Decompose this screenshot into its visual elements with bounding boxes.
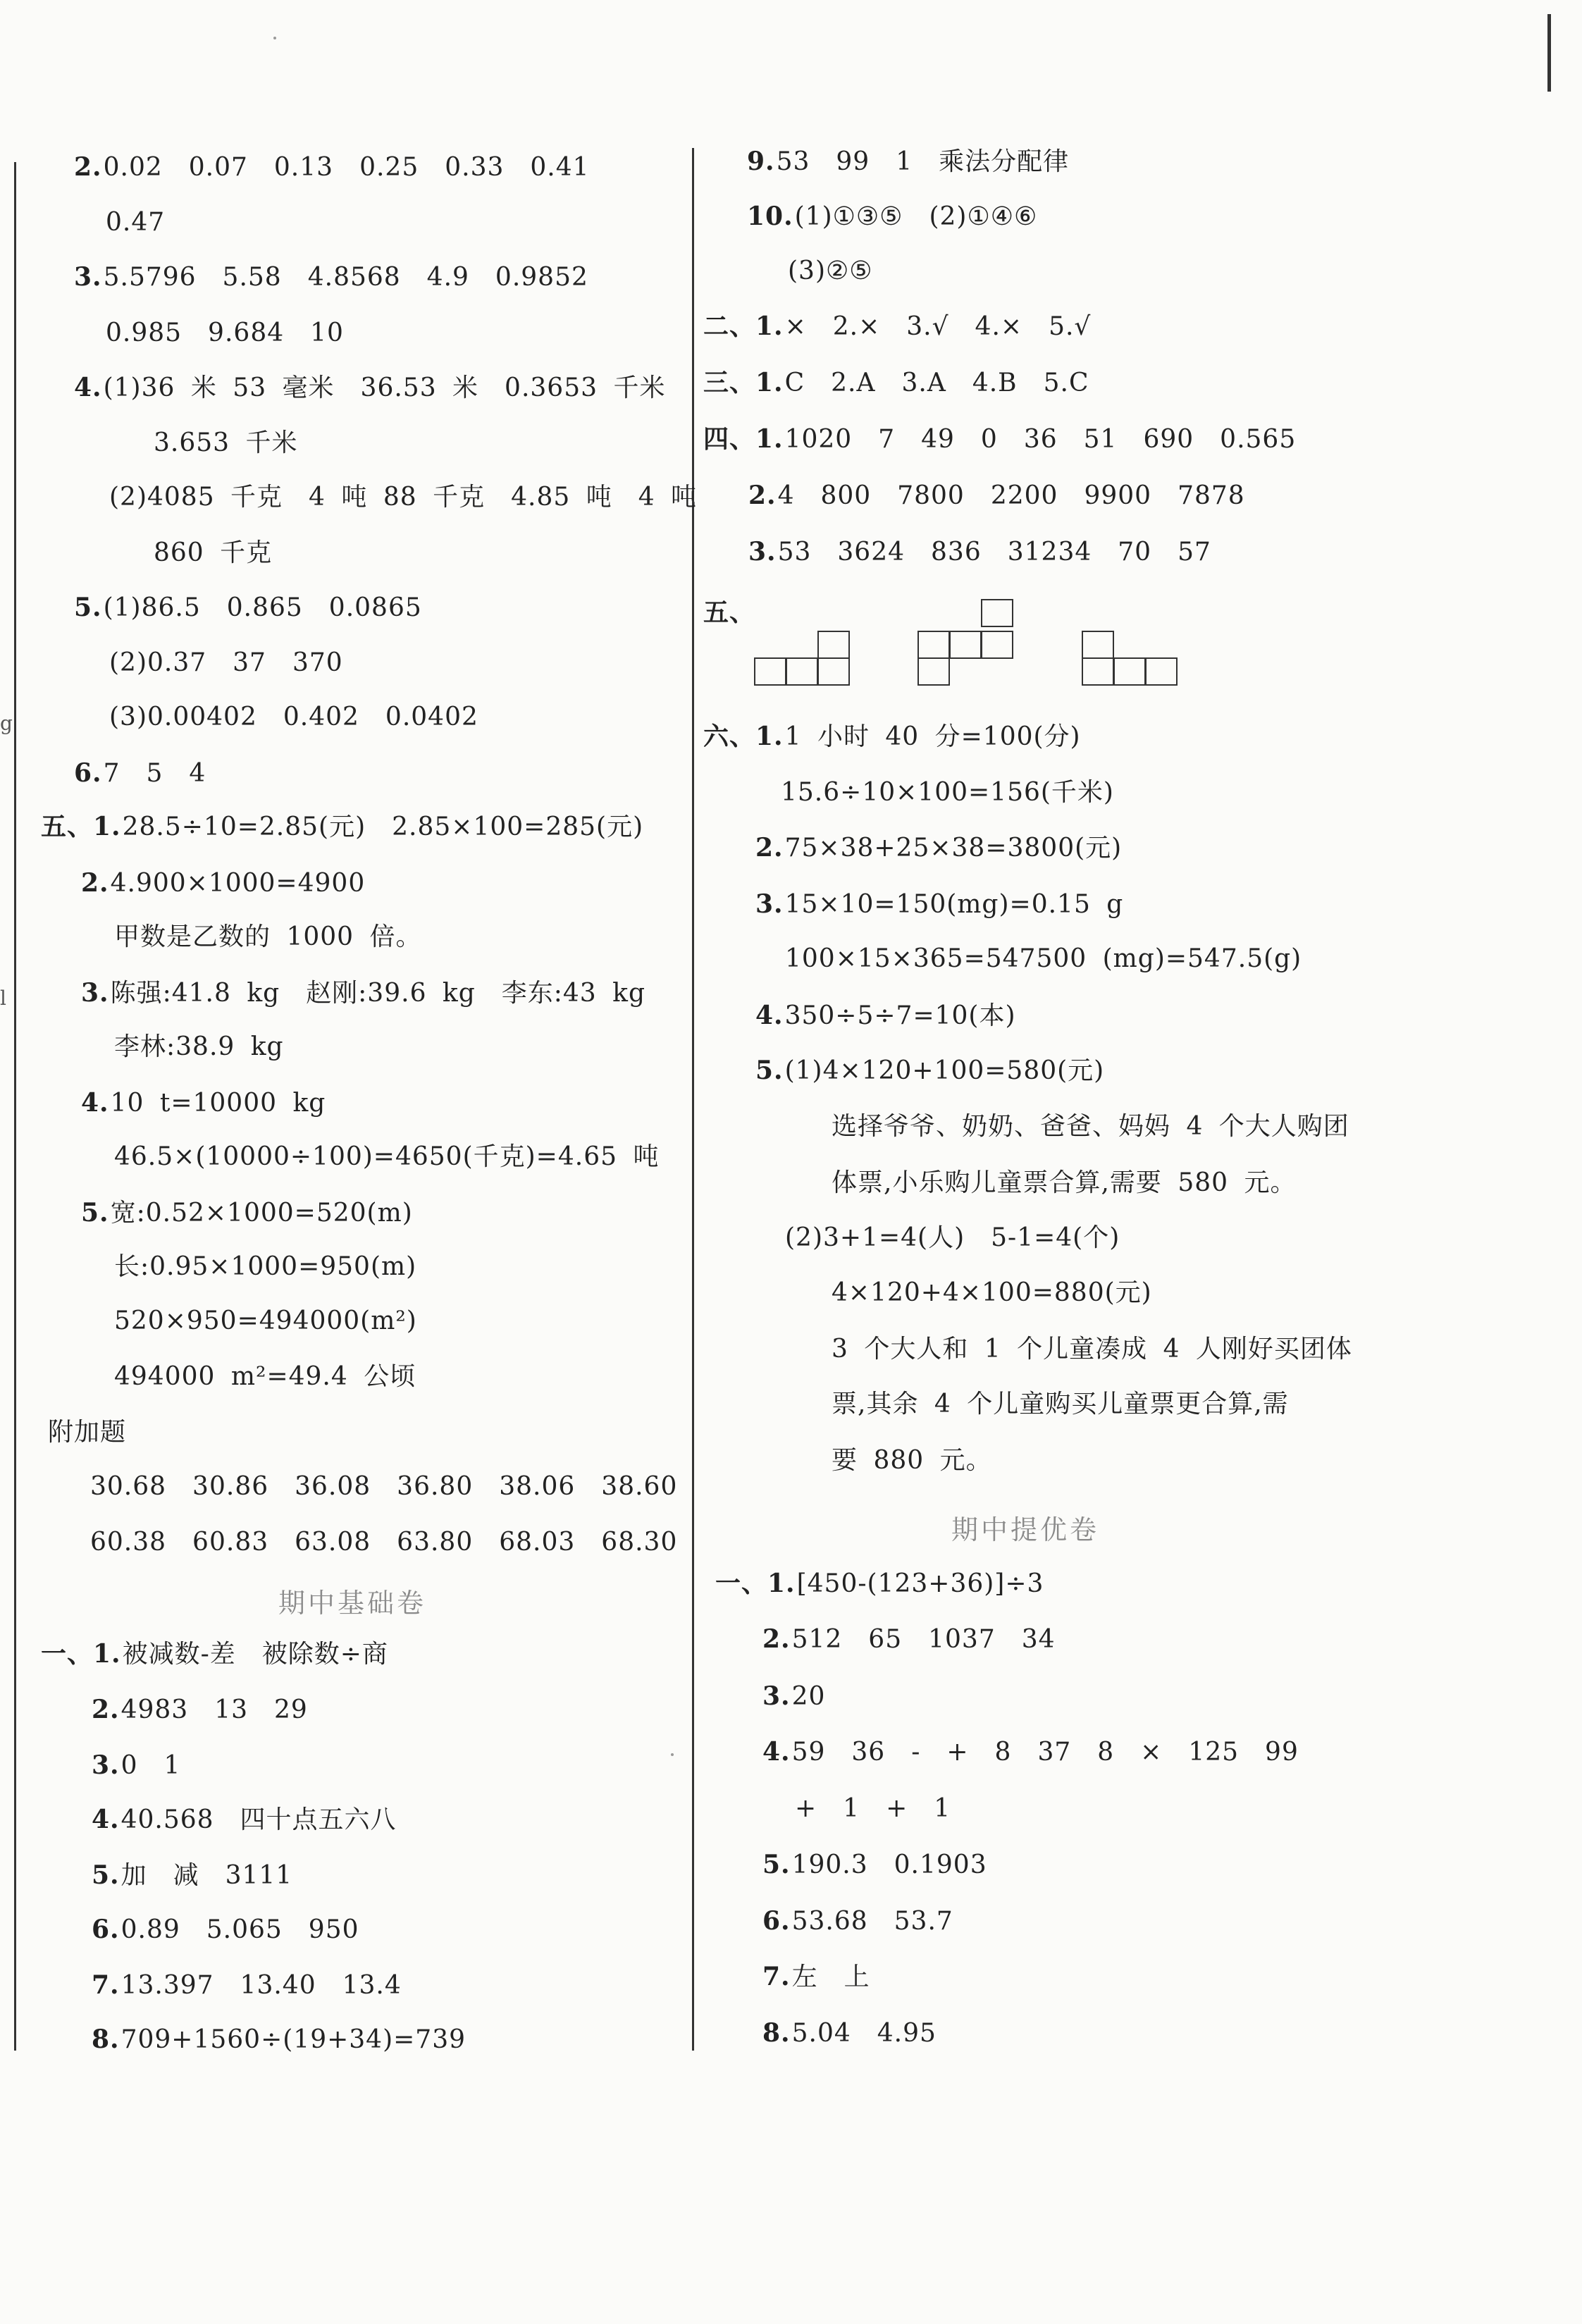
answer-line: 2.4 800 7800 2200 9900 7878: [748, 481, 1245, 510]
block-cell: [817, 657, 850, 686]
answer-line: 6.53.68 53.7: [762, 1906, 953, 1936]
section-title-midterm-basic: 期中基础卷: [278, 1588, 427, 1619]
answer-line: 0.985 9.684 10: [106, 319, 344, 347]
answer-line: 5.宽:0.52×1000=520(m): [81, 1198, 413, 1228]
speck: [671, 1753, 674, 1756]
answer-line: 六、1.1 小时 40 分=100(分): [703, 722, 1081, 751]
answer-line: 3.陈强:41.8 kg 赵刚:39.6 kg 李东:43 kg: [81, 978, 646, 1008]
answer-line: 体票,小乐购儿童票合算,需要 580 元。: [832, 1168, 1297, 1197]
answer-line: 4.59 36 - + 8 37 8 × 125 99: [762, 1737, 1299, 1767]
answer-line: 4.350÷5÷7=10(本): [755, 1001, 1016, 1030]
left-margin-line: [14, 162, 16, 2051]
answer-line: (3)0.00402 0.402 0.0402: [109, 703, 478, 731]
answer-line: 三、1.C 2.A 3.A 4.B 5.C: [703, 368, 1089, 397]
block-figure-2: [917, 599, 1016, 694]
answer-line: 6.7 5 4: [74, 758, 206, 788]
answer-line: 3.15×10=150(mg)=0.15 g: [755, 889, 1124, 919]
block-cell: [1145, 657, 1178, 686]
block-figure-3: [1082, 631, 1180, 694]
answer-line: (2)3+1=4(人) 5-1=4(个): [785, 1223, 1120, 1252]
answer-line: 选择爷爷、奶奶、爸爸、妈妈 4 个大人购团: [832, 1112, 1349, 1141]
answer-line: 6.0.89 5.065 950: [92, 1915, 359, 1944]
answer-line: 100×15×365=547500 (mg)=547.5(g): [785, 944, 1302, 973]
answer-line: 5.(1)4×120+100=580(元): [755, 1056, 1105, 1085]
edge-mark-b: l: [0, 987, 6, 1010]
answer-line: 46.5×(10000÷100)=4650(千克)=4.65 吨: [114, 1142, 660, 1171]
answer-line: 494000 m²=49.4 公顷: [114, 1362, 416, 1391]
answer-line: 520×950=494000(m²): [114, 1306, 417, 1335]
block-cell: [981, 599, 1013, 627]
block-cell: [981, 631, 1013, 659]
answer-line: + 1 + 1: [795, 1794, 951, 1823]
answer-line: (2)4085 千克 4 吨 88 千克 4.85 吨 4 吨: [109, 483, 698, 512]
block-cell: [949, 631, 982, 659]
answer-line: 2.4.900×1000=4900: [81, 868, 366, 898]
answer-line: 9.53 99 1 乘法分配律: [747, 147, 1070, 176]
column-divider: [692, 148, 694, 2051]
block-cell: [817, 631, 850, 659]
answer-line: 一、1.[450-(123+36)]÷3: [715, 1569, 1044, 1598]
answer-line: 五、1.28.5÷10=2.85(元) 2.85×100=285(元): [41, 812, 644, 841]
answer-line: (3)②⑤: [788, 256, 873, 285]
answer-line: (2)0.37 37 370: [109, 648, 343, 677]
answer-line: 3.5.5796 5.58 4.8568 4.9 0.9852: [74, 262, 588, 292]
answer-line: 四、1.1020 7 49 0 36 51 690 0.565: [703, 424, 1297, 454]
block-cell: [1082, 657, 1114, 686]
answer-line: 7.左 上: [762, 1962, 870, 1991]
answer-line: 4.40.568 四十点五六八: [92, 1805, 397, 1834]
answer-line: 3.0 1: [92, 1750, 181, 1780]
answer-line: 4.10 t=10000 kg: [81, 1088, 326, 1118]
answer-line: 8.5.04 4.95: [762, 2018, 937, 2048]
answer-line: 李林:38.9 kg: [114, 1032, 284, 1061]
answer-line: 3.53 3624 836 31234 70 57: [748, 537, 1211, 567]
answer-line: 5.加 减 3111: [92, 1860, 293, 1890]
answer-line: 二、1.× 2.× 3.√ 4.× 5.√: [703, 311, 1092, 341]
block-cell: [1113, 657, 1146, 686]
answer-line: 票,其余 4 个儿童购买儿童票更合算,需: [832, 1390, 1289, 1418]
block-cell: [1082, 631, 1114, 659]
answer-line: 2.0.02 0.07 0.13 0.25 0.33 0.41: [74, 152, 590, 182]
answer-line: 5.(1)86.5 0.865 0.0865: [74, 593, 422, 622]
answer-line: 10.(1)①③⑤ (2)①④⑥: [747, 202, 1038, 231]
edge-mark-a: g: [0, 712, 13, 735]
block-cell: [786, 657, 818, 686]
answer-line: 15.6÷10×100=156(千米): [781, 778, 1114, 807]
block-cell: [917, 631, 950, 659]
bonus-heading: 附加题: [48, 1418, 127, 1447]
answer-line: 7.13.397 13.40 13.4: [92, 1970, 402, 2000]
answer-line: 一、1.被减数-差 被除数÷商: [41, 1639, 388, 1669]
answer-line: 五、: [703, 598, 756, 627]
block-cell: [917, 657, 950, 686]
answer-line: 5.190.3 0.1903: [762, 1850, 987, 1879]
answer-line: 3.653 千米: [154, 428, 298, 457]
answer-line: 2.512 65 1037 34: [762, 1624, 1056, 1654]
answer-line: 2.75×38+25×38=3800(元): [755, 833, 1123, 863]
answer-line: 3.20: [762, 1681, 826, 1711]
answer-line: 0.47: [106, 208, 166, 237]
section-title-midterm-advanced: 期中提优卷: [951, 1514, 1100, 1545]
right-edge-mark: [1547, 14, 1551, 92]
speck: [273, 37, 276, 39]
block-cell: [754, 657, 786, 686]
answer-line: 长:0.95×1000=950(m): [114, 1252, 417, 1281]
block-figure-1: [754, 631, 853, 694]
answer-line: 30.68 30.86 36.08 36.80 38.06 38.60: [90, 1472, 678, 1501]
answer-line: 4.(1)36 米 53 毫米 36.53 米 0.3653 千米: [74, 373, 666, 402]
answer-line: 2.4983 13 29: [92, 1695, 308, 1724]
answer-line: 60.38 60.83 63.08 63.80 68.03 68.30: [90, 1528, 678, 1557]
answer-line: 860 千克: [154, 538, 273, 567]
answer-line: 3 个大人和 1 个儿童凑成 4 人刚好买团体: [832, 1335, 1352, 1364]
answer-line: 8.709+1560÷(19+34)=739: [92, 2025, 466, 2054]
answer-line: 4×120+4×100=880(元): [832, 1278, 1152, 1307]
answer-line: 甲数是乙数的 1000 倍。: [114, 922, 422, 951]
answer-line: 要 880 元。: [832, 1446, 992, 1475]
